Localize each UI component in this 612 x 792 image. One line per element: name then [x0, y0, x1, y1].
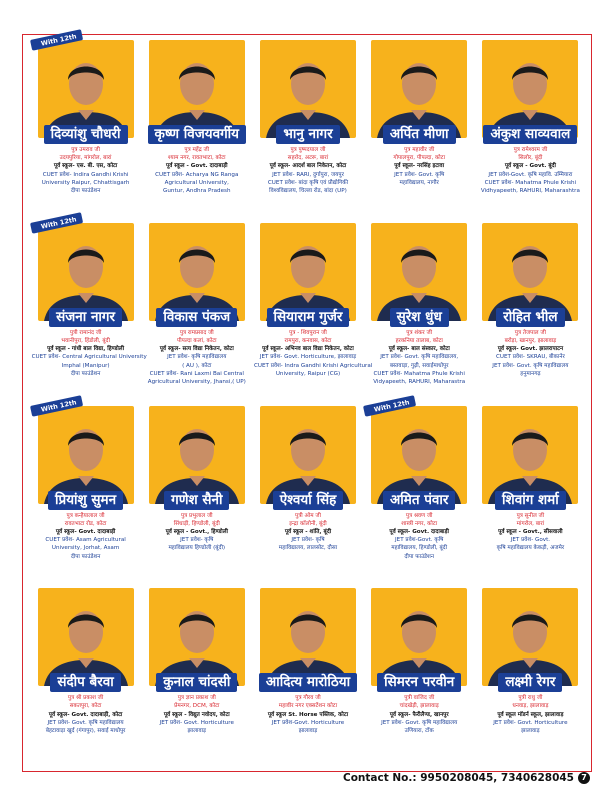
previous-school: पूर्व स्कूल - Govt. दादाबाड़ी	[166, 163, 228, 170]
student-name: सुरेश धुंध	[390, 308, 449, 327]
student-card	[141, 404, 252, 587]
portrait-icon	[482, 223, 578, 321]
parent-name: पुत्र गौरव जी	[295, 695, 321, 702]
parent-name: पुत्र उमराव जी	[71, 147, 100, 153]
student-photo	[260, 588, 356, 686]
student-card	[141, 38, 252, 221]
admission-line: JET प्रवेश-Govt. Horticulture	[271, 719, 345, 726]
student-name: भानु नागर	[276, 125, 339, 144]
admission-line: JET प्रवेश- Govt. कृषि महाविद्यालय	[492, 362, 569, 369]
admission-line: ( AU ), कोटा	[182, 362, 212, 369]
admission-line: JET प्रवेश- Govt. Horticulture, झालावाड़	[259, 354, 357, 361]
student-info	[365, 512, 473, 561]
student-address: सिंधाड़ी, हिण्डोली, बूंदी	[173, 520, 220, 527]
student-address: इन्द्रा कॉलोनी, बूंदी	[289, 520, 327, 527]
admission-line: CUET प्रवेश- SKRAU, बीकानेर	[496, 354, 565, 361]
portrait-icon	[482, 588, 578, 686]
admission-line: JET प्रवेश- कृषि	[291, 537, 325, 544]
portrait-icon	[38, 588, 134, 686]
student-photo	[482, 406, 578, 504]
admission-line: दीपा फाउंडेशन	[70, 188, 101, 195]
student-name: संदीप बैरवा	[50, 673, 120, 692]
student-card	[30, 31, 141, 221]
student-name: सिमरन परवीन	[377, 673, 461, 692]
portrait-icon	[38, 223, 134, 321]
parent-name: पुत्र तेजपाल जी	[514, 329, 546, 336]
portrait-icon	[260, 223, 356, 321]
student-photo	[38, 214, 134, 321]
previous-school: पूर्व स्कूल- Govt. झालरापाटन	[497, 346, 564, 353]
previous-school: पूर्व स्कूल- Govt. दादाबाड़ी, कोटा	[48, 711, 123, 718]
student-info	[31, 329, 147, 378]
student-photo	[260, 406, 356, 504]
previous-school: पूर्व स्कूल - गांधी बाल विद्या, हिण्डोली	[47, 346, 125, 353]
with-12th-badge: With 12th	[30, 29, 83, 51]
admission-line: JET प्रवेश- Govt. कृषि	[394, 171, 445, 178]
parent-name: पुत्र कन्हैयालाल जी	[66, 512, 105, 519]
parent-name: पुत्र श्री प्रकाश जी	[67, 695, 104, 702]
previous-school: पूर्व स्कूल मॉडर्न स्कूल, झालावाड़	[497, 711, 564, 718]
student-info	[254, 694, 362, 735]
student-name: कुनाल चांदसी	[156, 673, 237, 692]
student-photo	[149, 406, 245, 504]
student-name: विकास पंकज	[156, 308, 237, 327]
student-card	[30, 397, 141, 587]
admission-line: Guntur, Andhra Pradesh	[163, 188, 231, 195]
student-card	[475, 404, 586, 587]
student-address: रामपुरा, कनवास, कोटा	[284, 337, 332, 344]
previous-school: पूर्व स्कूल- नरसिंह इटावा	[394, 163, 445, 170]
admission-line: JET प्रवेश- कृषि	[180, 537, 214, 544]
admission-line: महाविद्यालय, लालसोट, दौसा	[278, 545, 338, 552]
student-card	[30, 214, 147, 404]
portrait-icon	[149, 40, 245, 138]
student-name: आदित्य मारोठिया	[259, 673, 357, 692]
student-photo	[149, 223, 245, 321]
student-photo	[260, 223, 356, 321]
admission-line: झालावाड़	[521, 728, 540, 735]
student-card	[475, 221, 586, 404]
admission-line: CUET प्रवेश- बांदा कृषि एवं प्रौद्योगिकी	[267, 179, 349, 186]
student-photo	[371, 588, 467, 686]
admission-line: CUET प्रवेश- Mahatma Phule Krishi	[373, 370, 465, 377]
previous-school: पूर्व स्कूल - शांति, बूंदी	[284, 528, 332, 535]
student-photo	[38, 31, 134, 138]
parent-name: पुत्री रामानंद जी	[69, 329, 102, 336]
student-grid	[30, 31, 586, 769]
admission-line: झालावाड़	[187, 728, 207, 735]
previous-school: पूर्व स्कूल - Govt., हिण्डोली	[165, 528, 228, 535]
student-info	[254, 146, 362, 195]
previous-school: पूर्व स्कूल- एस. बी. एस, कोटा	[53, 163, 118, 170]
student-name: ऐश्वर्या सिंह	[273, 491, 344, 510]
student-info	[32, 146, 140, 195]
student-name: कृष्ण विजयवर्गीय	[148, 125, 246, 144]
student-address: धनवाड़, झालावाड़	[512, 703, 549, 710]
student-info	[143, 694, 251, 735]
student-address: सिलोर, बूंदी	[518, 155, 543, 162]
previous-school: पूर्व स्कूल- अभिनव बाल विद्या निकेतन, कोटा	[262, 346, 354, 353]
student-address: भवानीपुरा, हिंडोली, बूंदी	[61, 337, 110, 344]
student-info	[253, 329, 373, 378]
admission-line: JET प्रवेश- कृषि महाविद्यालय	[167, 354, 227, 361]
previous-school: पूर्व स्कूल- Govt. दादाबाड़ी	[389, 528, 449, 535]
contact-text: Contact No.: 9950208045, 7340628045	[342, 772, 574, 784]
student-photo	[38, 397, 134, 504]
student-photo	[371, 40, 467, 138]
student-info	[32, 512, 140, 561]
student-card	[475, 38, 586, 221]
admission-line: JET प्रवेश- Govt. कृषि महाविद्यालय,	[380, 354, 459, 361]
admission-line: दीपा फाउंडेशन	[70, 370, 101, 377]
student-name: गणेश सैनी	[164, 491, 229, 510]
student-info	[143, 329, 251, 386]
student-address: सकतपुरा, कोटा	[69, 703, 102, 710]
student-address: चांदखेड़ी, झालावाड़	[399, 703, 439, 710]
student-name: दिव्यांशु चौधरी	[44, 125, 128, 144]
student-name: प्रियांशु सुमन	[48, 491, 123, 510]
student-address: सहरोद, अटरू, बारां	[287, 155, 329, 162]
student-card	[252, 586, 363, 769]
previous-school: पूर्व स्कूल- Govt. दादाबाड़ी	[55, 528, 116, 535]
student-card	[141, 586, 252, 769]
student-address: महावीर नगर एक्सटेंशन कोटा	[278, 703, 338, 710]
student-card	[364, 38, 475, 221]
admission-line: Agricultural University, Jhansi,( UP)	[147, 378, 246, 385]
admission-line: JET प्रवेश- Govt. Horticulture	[159, 719, 234, 726]
student-card	[252, 221, 373, 404]
student-card	[364, 586, 475, 769]
previous-school: पूर्व स्कूल - Govt., सीसवाली	[498, 528, 563, 535]
student-card	[364, 397, 475, 587]
previous-school: पूर्व स्कूल St. Horse पब्लिक, कोटा	[267, 711, 349, 718]
student-photo	[482, 588, 578, 686]
student-info	[365, 146, 473, 187]
admission-line: JET प्रवेश- RARI, दुर्गापुरा, जयपुर	[272, 171, 344, 178]
page-number: 7	[578, 772, 590, 784]
portrait-icon	[371, 406, 467, 504]
admission-line: JET प्रवेश- Govt. Horticulture	[493, 719, 568, 726]
student-name: अमित पंवार	[383, 491, 455, 510]
previous-school: पूर्व स्कूल- सत्य विद्या निकेतन, कोटा	[159, 346, 234, 353]
admission-line: महाविद्यालय हिण्डोली (बूंदी)	[168, 545, 226, 552]
parent-name: पुत्र सुनील जी	[516, 512, 545, 519]
admission-line: Imphal (Manipur)	[61, 362, 110, 369]
admission-line: विश्वविद्यालय, चिल्ला रोड, बांदा (UP)	[269, 188, 347, 195]
student-name: संजना नागर	[49, 308, 122, 327]
student-card	[475, 586, 586, 769]
previous-school: पूर्व स्कूल- आदर्श बाल निकेतन, कोटा	[269, 163, 347, 170]
admission-line: JET प्रवेश- Govt.	[510, 537, 551, 544]
admission-line: CUET प्रवेश- Mahatma Phule Krishi	[484, 179, 577, 186]
admission-line: JET प्रवेश- Govt. कृषि महाविद्यालय	[381, 719, 458, 726]
student-info	[254, 512, 362, 553]
student-photo	[482, 40, 578, 138]
admission-line: University, Raipur (CG)	[275, 370, 341, 377]
parent-name: पुत्र रामेश्वरम जी	[513, 147, 548, 153]
student-name: सियाराम गुर्जर	[267, 308, 350, 327]
parent-name: पुत्री ओम जी	[295, 512, 321, 519]
student-info	[365, 694, 473, 735]
admission-line: Vidyapeeth, RAHURI, Maharastra	[373, 378, 466, 385]
student-address: श्याम नगर, रावतभाटा, कोटा	[168, 155, 226, 162]
admission-line: बस्तवाड़ा, गुढ़ी, सवाईमाधोपुर	[389, 362, 449, 369]
student-card	[30, 586, 141, 769]
parent-name: पुत्र श्रवण जी	[405, 512, 433, 519]
student-photo	[260, 40, 356, 138]
portrait-icon	[260, 406, 356, 504]
parent-name: पुत्र - शिवपुरान जी	[289, 329, 327, 336]
admission-line: JET प्रवेश-Govt. कृषि	[395, 537, 444, 544]
portrait-icon	[38, 406, 134, 504]
admission-line: CUET प्रवेश- Acharya NG Ranga	[155, 171, 239, 178]
portrait-icon	[260, 588, 356, 686]
student-info	[32, 694, 140, 735]
admission-line: University Raipur, Chhattisgarh	[41, 179, 130, 186]
parent-name: पुत्र पुष्पदयाल जी	[290, 147, 326, 153]
with-12th-badge: With 12th	[363, 395, 416, 417]
student-photo	[149, 40, 245, 138]
student-name: लक्ष्मी रेगर	[498, 673, 562, 692]
student-info	[476, 329, 584, 378]
parent-name: पुत्री राधु जी	[518, 695, 543, 702]
portrait-icon	[149, 406, 245, 504]
with-12th-badge: With 12th	[30, 395, 83, 417]
student-info	[476, 694, 584, 735]
parent-name: पुत्र महेंद्र जी	[184, 147, 210, 153]
student-address: हरकनिया तालाब, कोटा	[395, 337, 443, 344]
admission-line: झालावाड़	[298, 728, 318, 735]
admission-line: Vidhyapeeth, RAHURI, Maharashtra	[480, 188, 580, 195]
admission-line: महाविद्यालय, हिण्डोली, बूंदी	[391, 545, 448, 552]
student-card	[364, 221, 475, 404]
student-address: मांगरोल, बारां	[516, 520, 545, 527]
student-address: शास्त्री नगर, कोटा	[401, 520, 438, 527]
student-name: अर्पित मीणा	[383, 125, 456, 144]
student-name: अंकुश साव्यवाल	[483, 125, 577, 144]
portrait-icon	[482, 40, 578, 138]
previous-school: पूर्व स्कूल - विद्युत नवोदय, कोटा	[163, 711, 230, 718]
student-address: गोपालपुरा, पीपल्दा, कोटा	[393, 155, 446, 162]
student-address: पीपल्दा कलां, कोटा	[177, 337, 217, 344]
parent-name: पुत्र प्रभुलाल जी	[180, 512, 213, 519]
student-address: बरोड़ा, खानपुर, झालावाड़	[504, 337, 557, 344]
portrait-icon	[482, 406, 578, 504]
student-photo	[371, 397, 467, 504]
portrait-icon	[149, 223, 245, 321]
admission-line: CUET प्रवेश- Central Agricultural University	[31, 354, 147, 361]
student-card	[252, 38, 363, 221]
portrait-icon	[371, 588, 467, 686]
student-address: उदयपुरिया, मांगरोल, बारां	[59, 155, 112, 162]
admission-line: CUET प्रवेश- Asam Agricultural	[45, 537, 126, 544]
admission-line: हनुमानगढ़	[520, 370, 541, 377]
student-photo	[371, 223, 467, 321]
previous-school: पूर्व स्कूल - Govt. बूंदी	[504, 163, 556, 170]
admission-line: Agricultural University,	[164, 179, 229, 186]
portrait-icon	[149, 588, 245, 686]
student-name: शिवांग शर्मा	[495, 491, 566, 510]
student-card	[141, 221, 252, 404]
portrait-icon	[260, 40, 356, 138]
student-info	[143, 146, 251, 195]
student-info	[365, 329, 473, 386]
student-name: रोहित भील	[496, 308, 564, 327]
previous-school: पूर्व स्कूल- फैरीलैण्ड, खानपुर	[389, 711, 449, 718]
student-card	[252, 404, 363, 587]
admission-line: बेहटावाड़ा खुर्द (गंगापुर), सवाई माधोपुर	[45, 728, 126, 735]
parent-name: पुत्र ज्ञान प्रकाश जी	[177, 695, 216, 702]
parent-name: पुत्री वाजिद जी	[404, 695, 435, 702]
student-info	[476, 512, 584, 553]
admission-line: CUET प्रवेश- Indra Gandhi Krishi Agricultural	[253, 362, 373, 369]
admission-line: University, Jorhat, Asam	[51, 545, 120, 552]
admission-line: कृषि महाविद्यालय केकड़ी, अजमेर	[496, 545, 565, 552]
admission-line: CUET प्रवेश- Indira Gandhi Krishi	[42, 171, 129, 178]
admission-line: JET प्रवेश-Govt. कृषि महावि. उम्मियारा	[488, 171, 573, 178]
portrait-icon	[371, 223, 467, 321]
portrait-icon	[38, 40, 134, 138]
parent-name: पुत्र शंकर जी	[406, 329, 433, 336]
parent-name: पुत्र महावीर जी	[404, 147, 435, 153]
parent-name: पुत्र रामप्रसाद जी	[179, 329, 214, 336]
student-address: रावतभाटा रोड, कोटा	[64, 520, 107, 527]
contact-line	[343, 772, 590, 784]
student-info	[476, 146, 584, 195]
student-photo	[149, 588, 245, 686]
admission-line: CUET प्रवेश- Rani Laxmi Bai Central	[149, 370, 244, 377]
previous-school: पूर्व स्कूल- बाल संस्कार, कोटा	[388, 346, 450, 353]
student-address: प्रेमनगर, DCM, कोटा	[174, 703, 220, 710]
student-info	[143, 512, 251, 553]
student-photo	[482, 223, 578, 321]
admission-line: उणियारा, टोंक	[404, 728, 434, 735]
admission-line: JET प्रवेश- Govt. कृषि महाविद्यालय	[47, 719, 124, 726]
student-photo	[38, 588, 134, 686]
admission-line: दीपा फाउंडेशन	[404, 553, 434, 560]
admission-line: महाविद्यालय, नागौर	[399, 179, 439, 186]
with-12th-badge: With 12th	[30, 212, 83, 234]
admission-line: दीपा फाउंडेशन	[70, 553, 101, 560]
portrait-icon	[371, 40, 467, 138]
